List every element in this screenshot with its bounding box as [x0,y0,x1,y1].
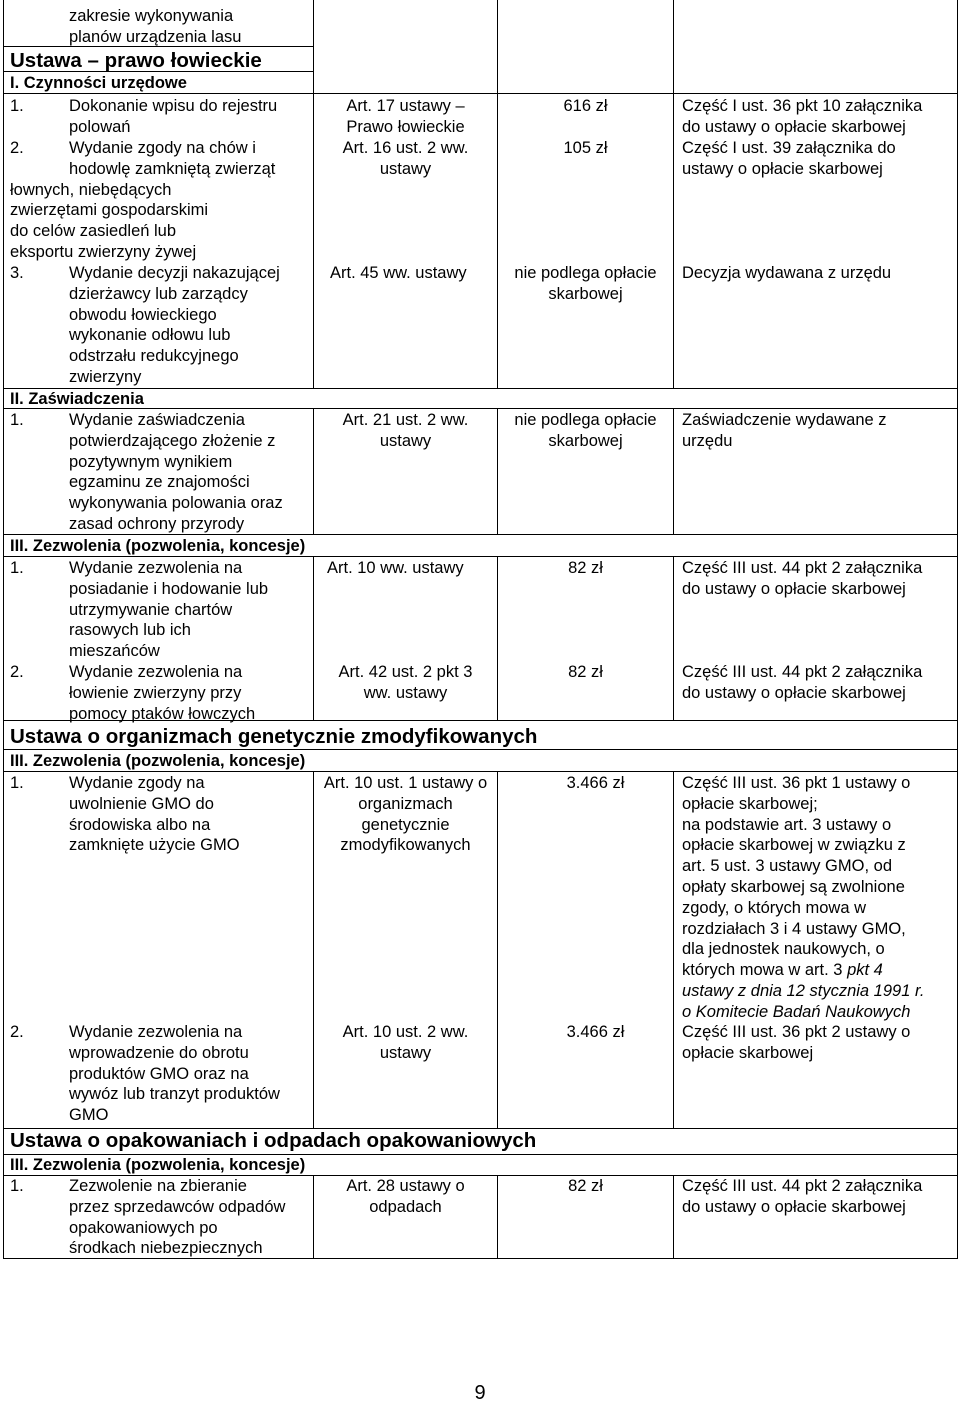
text-span-italic: pkt 4 [847,961,883,980]
act-title: Ustawa o organizmach genetycznie zmodyfikowanych [10,725,538,748]
text-line: utrzymywanie chartów [69,600,233,619]
text-line: organizmach [358,794,453,813]
notes [682,96,922,138]
col-divider [313,0,314,388]
text-line: Art. 28 ustawy o [346,1177,465,1195]
legal-basis [314,662,497,704]
text-line: Art. 10 ust. 1 ustawy o [323,774,488,792]
text-line: ustawy [379,159,432,178]
text-line: Wydanie zezwolenia na [69,1023,243,1041]
row-divider [3,408,958,409]
text-line: zwierzętami gospodarskimi [10,201,209,220]
item-description [69,773,240,856]
text-line: egzaminu ze znajomości [69,473,250,492]
text-line: opłaty skarbowej są zwolnione [682,877,905,896]
text-line: wywóz lub tranzyt produktów [69,1085,280,1104]
text-line: wprowadzenie do obrotu [69,1043,249,1062]
text-line: Wydanie zgody na [69,774,205,792]
text-line: ustawy [379,431,432,450]
item-description [69,662,255,724]
text-line: do ustawy o opłacie skarbowej [682,117,906,136]
text-line: planów urządzenia lasu [69,27,242,46]
act-title: Ustawa o opakowaniach i odpadach opakowaniowych [10,1129,537,1152]
item-number: 2. [10,663,24,681]
text-line: Art. 21 ust. 2 ww. [342,411,469,429]
legal-basis [314,1176,497,1218]
text-line: Art. 10 ust. 2 ww. [342,1023,469,1041]
text-line: nie podlega opłacie [514,411,657,429]
item-number: 1. [10,1177,24,1195]
text-line: Część I ust. 36 pkt 10 załącznika [682,97,923,115]
text-line: mieszańców [69,642,160,661]
text-line: Wydanie zezwolenia na [69,663,243,681]
text-line: skarbowej [548,431,623,450]
text-line: uwolnienie GMO do [69,794,214,813]
text-line: opłacie skarbowej; [682,794,818,813]
text-line: Art. 17 ustawy – [346,97,465,115]
text-line: środowiska albo na [69,815,211,834]
text-line: wykonywania polowania oraz [69,494,283,513]
fee: 105 zł [563,139,608,157]
item-number: 1. [10,97,24,115]
text-line: opłacie skarbowej [682,1043,814,1062]
text-line: rozdziałach 3 i 4 ustawy GMO, [682,919,906,938]
fee: 3.466 zł [566,1023,625,1041]
notes [682,662,922,704]
col-divider [497,771,498,1128]
text-line: potwierdzającego złożenie z [69,431,276,450]
text-line: zwierzyny [69,367,142,386]
table-border-left [3,0,4,1258]
fee: 3.466 zł [566,774,625,792]
notes [682,410,887,452]
text-line: posiadanie i hodowanie lub [69,579,269,598]
notes [682,138,896,180]
text-line: genetycznie [361,815,450,834]
text-line: Część III ust. 44 pkt 2 załącznika [682,1177,923,1195]
text-line [682,960,924,981]
text-line: łownych, niebędących [10,180,172,199]
text-line: rasowych lub ich [69,621,191,640]
text-line: zakresie wykonywania [69,7,234,25]
item-description [69,1176,285,1259]
fee: 82 zł [568,559,603,577]
legal-basis [314,410,497,452]
fee: 82 zł [568,1177,603,1195]
text-line: skarbowej [548,284,623,303]
text-line: środkach niebezpiecznych [69,1239,263,1258]
text-line: ustawy [379,1043,432,1062]
section-heading: III. Zezwolenia (pozwolenia, koncesje) [10,752,306,770]
legal-basis [314,773,497,856]
text-line: Część III ust. 44 pkt 2 załącznika [682,559,923,577]
text-line: odstrzału redukcyjnego [69,347,239,366]
notes [682,558,922,600]
text-line: Wydanie zaświadczenia [69,411,245,429]
text-line: pozytywnym wynikiem [69,452,233,471]
text-line: Dokonanie wpisu do rejestru [69,97,278,115]
act-title: Ustawa – prawo łowieckie [10,49,262,72]
page-number: 9 [474,1382,486,1404]
text-line: urzędu [682,431,733,450]
text-line: na podstawie art. 3 ustawy o [682,815,892,834]
text-line: Część III ust. 36 pkt 1 ustawy o [682,774,911,792]
text-line: do ustawy o opłacie skarbowej [682,579,906,598]
legal-basis [314,1022,497,1064]
text-line: Wydanie zgody na chów i [69,139,256,157]
col-divider [673,1175,674,1258]
text-line: przez sprzedawców odpadów [69,1197,286,1216]
text-line: Art. 42 ust. 2 pkt 3 [338,663,473,681]
item-number: 2. [10,1023,24,1041]
text-line: dzierżawcy lub zarządcy [69,284,248,303]
text-line: obwodu łowieckiego [69,305,217,324]
text-line: polowań [69,117,131,136]
table-border-right [957,0,958,1258]
fee: 82 zł [568,663,603,681]
legal-basis [314,138,497,180]
text-line: zgody, o których mowa w [682,898,867,917]
legal-basis: Art. 45 ww. ustawy [330,264,467,282]
text-line: opłacie skarbowej w związku z [682,836,906,855]
text-line: GMO [69,1106,109,1125]
item-description [69,558,268,662]
text-line: eksportu zwierzyny żywej [10,242,197,261]
text-line: ustawy z dnia 12 stycznia 1991 r. [682,981,925,1000]
text-line: nie podlega opłacie [514,264,657,282]
text-line: wykonanie odłowu lub [69,326,231,345]
item-number: 2. [10,139,24,157]
text-line: hodowlę zamkniętą zwierząt [69,159,276,178]
text-line: ustawy o opłacie skarbowej [682,159,883,178]
col-divider [673,408,674,534]
text-line: do celów zasiedleń lub [10,222,177,241]
text-line: Część III ust. 36 pkt 2 ustawy o [682,1023,911,1041]
item-description [69,263,280,388]
continuation-text [69,6,241,48]
col-divider [497,0,498,388]
row-divider [3,749,958,750]
fee: 616 zł [563,97,608,115]
col-divider [673,0,674,388]
text-line: zmodyfikowanych [340,836,471,855]
legal-basis: Art. 10 ww. ustawy [327,559,464,577]
section-heading: II. Zaświadczenia [10,390,144,408]
item-description [10,138,276,263]
section-heading: I. Czynności urzędowe [10,74,187,92]
text-line: Część I ust. 39 załącznika do [682,139,896,157]
text-line: Zezwolenie na zbieranie [69,1177,247,1195]
notes [682,1022,910,1064]
text-line: zasad ochrony przyrody [69,514,245,533]
text-line: art. 5 ust. 3 ustawy GMO, od [682,857,892,876]
legal-basis [314,96,497,138]
col-divider [673,771,674,1128]
fee [498,410,673,452]
item-number: 1. [10,411,24,429]
notes [682,1176,922,1218]
text-line: odpadach [369,1197,442,1216]
text-line: produktów GMO oraz na [69,1064,249,1083]
text-line: Prawo łowieckie [346,117,465,136]
text-line: ww. ustawy [363,683,448,702]
item-description [69,1022,280,1126]
text-line: Część III ust. 44 pkt 2 załącznika [682,663,923,681]
text-line: opakowaniowych po [69,1218,218,1237]
item-number: 1. [10,774,24,792]
text-line: Art. 16 ust. 2 ww. [342,139,469,157]
text-span: których mowa w art. 3 [682,961,848,980]
text-line: o Komitecie Badań Naukowych [682,1002,911,1021]
col-divider [497,556,498,720]
notes [682,773,924,1023]
notes: Decyzja wydawana z urzędu [682,264,892,282]
text-line: do ustawy o opłacie skarbowej [682,1197,906,1216]
text-line: Wydanie zezwolenia na [69,559,243,577]
section-heading: III. Zezwolenia (pozwolenia, koncesje) [10,537,306,555]
text-line: zamknięte użycie GMO [69,836,240,855]
text-line: pomocy ptaków łowczych [69,704,256,723]
text-line: łowienie zwierzyny przy [69,683,242,702]
item-number: 1. [10,559,24,577]
text-line: dla jednostek naukowych, o [682,940,885,959]
section-heading: III. Zezwolenia (pozwolenia, koncesje) [10,1156,306,1174]
fee [498,263,673,305]
text-line: Wydanie decyzji nakazującej [69,264,280,282]
item-number: 3. [10,264,24,282]
item-description [69,96,277,138]
text-line: do ustawy o opłacie skarbowej [682,683,906,702]
text-line: Zaświadczenie wydawane z [682,411,887,429]
row-divider [3,388,958,389]
item-description [69,410,283,535]
col-divider [673,556,674,720]
